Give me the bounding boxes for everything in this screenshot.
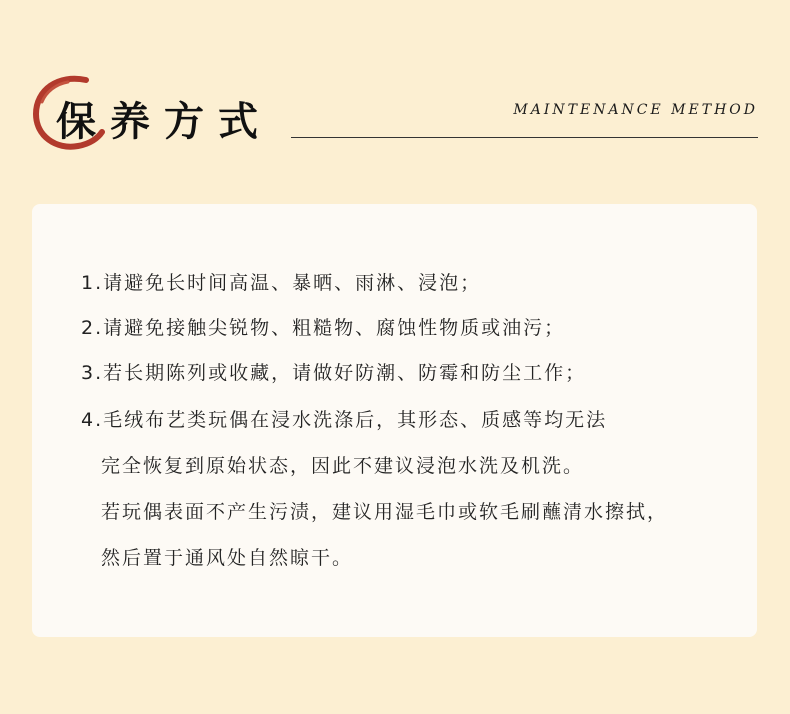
header-divider — [291, 137, 758, 138]
instruction-line-4-cont-2: 若玩偶表面不产生污渍，建议用湿毛巾或软毛刷蘸清水擦拭， — [101, 501, 669, 523]
instruction-line-1: 1.请避免长时间高温、暴晒、雨淋、浸泡； — [81, 272, 482, 294]
section-subtitle: MAINTENANCE METHOD — [513, 102, 758, 118]
section-title: 保养方式 — [56, 98, 272, 145]
instruction-line-2: 2.请避免接触尖锐物、粗糙物、腐蚀性物质或油污； — [81, 317, 566, 339]
section-header — [0, 0, 790, 200]
instruction-line-4-cont-1: 完全恢复到原始状态，因此不建议浸泡水洗及机洗。 — [101, 455, 585, 477]
instruction-line-4: 4.毛绒布艺类玩偶在浸水洗涤后，其形态、质感等均无法 — [81, 409, 608, 431]
instruction-line-4-cont-3: 然后置于通风处自然晾干。 — [101, 547, 354, 569]
instruction-line-3: 3.若长期陈列或收藏，请做好防潮、防霉和防尘工作； — [81, 362, 587, 384]
